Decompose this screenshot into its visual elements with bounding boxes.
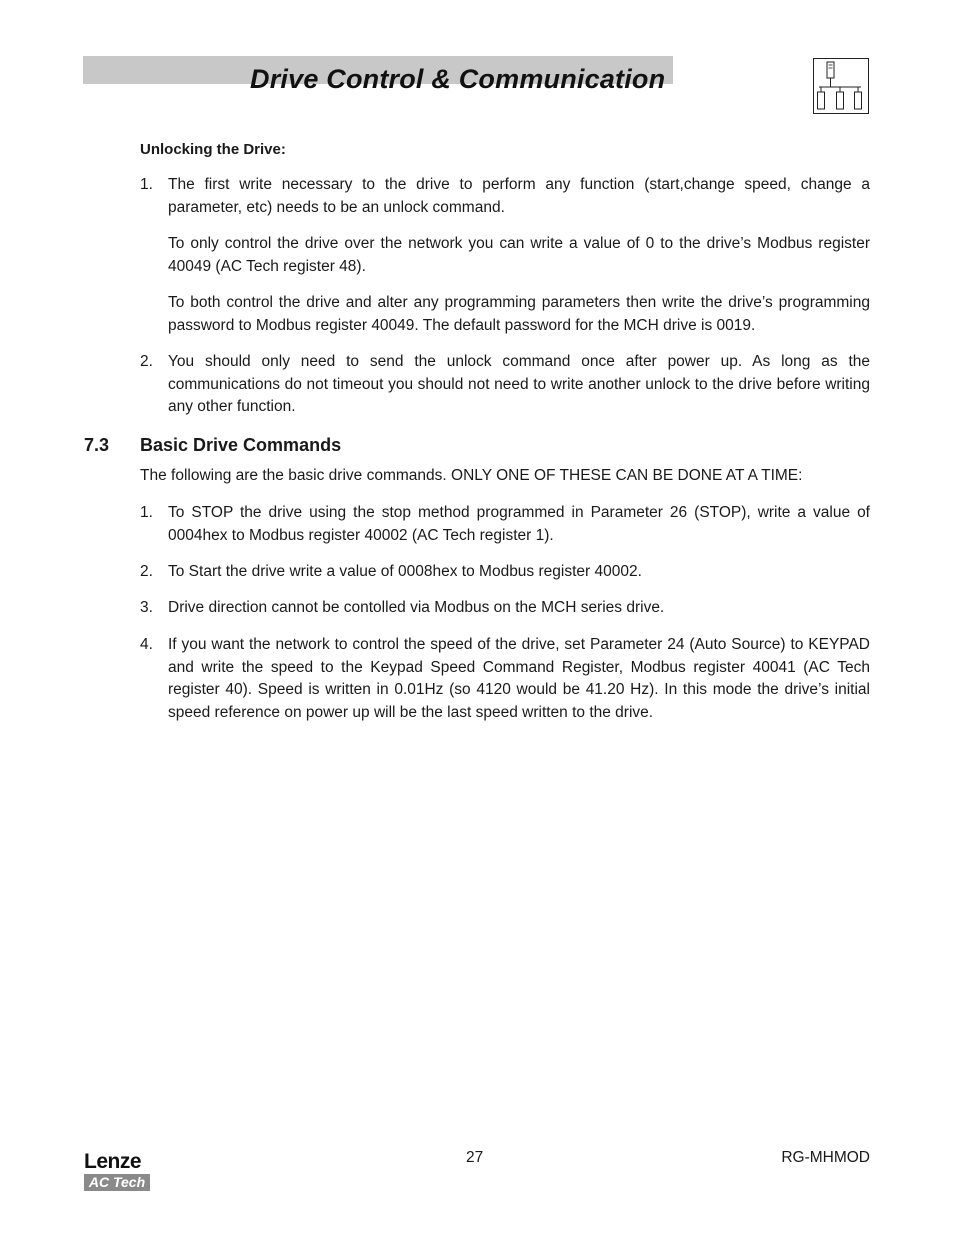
list-text: To Start the drive write a value of 0008hex to Modbus register 40002. [168,563,642,580]
section-number: 7.3 [84,435,110,455]
list-item [140,502,870,547]
lenze-logo [84,1151,152,1191]
paragraph: To both control the drive and alter any programming parameters then write the drive’s programming password to Modbus register 40049. The default password for the MCH drive is 0019. [168,294,870,334]
unlock-heading: Unlocking the Drive: [140,141,286,158]
network-topology-icon [813,58,869,114]
list-item [140,351,870,419]
page-number: 27 [466,1149,484,1166]
list-number: 3. [140,599,153,616]
list-number: 2. [140,353,153,370]
list-text: To STOP the drive using the stop method programmed in Parameter 26 (STOP), write a value of 0004hex to Modbus register 40002 (AC Tech register 1). [168,504,870,544]
list-text: The first write necessary to the drive to perform any function (start,change speed, change a parameter, etc) needs to be an unlock command. [168,176,870,216]
list-text: Drive direction cannot be contolled via Modbus on the MCH series drive. [168,599,665,616]
logo-bottom: AC Tech [84,1174,150,1191]
list-number: 1. [140,504,153,521]
list-text: If you want the network to control the speed of the drive, set Parameter 24 (Auto Source) to KEYPAD and write the speed to the Keypad Speed Command Register, Modbus register 40041 (AC Tech register 40). Speed is written in 0.01Hz (so 4120 would be 41.20 Hz). In this mode the drive’s initial speed reference on power up will be the last speed written to the drive. [168,636,870,721]
list-item [140,174,870,219]
logo-top: Lenze [84,1150,142,1173]
list-item [140,634,870,724]
list-number: 1. [140,176,153,193]
list-text: You should only need to send the unlock command once after power up. As long as the communications do not timeout you should not need to write another unlock to the drive before writing any other function. [168,353,870,415]
document-code: RG-MHMOD [781,1149,870,1166]
list-number: 4. [140,636,153,653]
page-title: Drive Control & Communication [250,64,666,94]
section-intro: The following are the basic drive commands. ONLY ONE OF THESE CAN BE DONE AT A TIME: [140,467,803,484]
list-number: 2. [140,563,153,580]
list-item [140,561,870,584]
paragraph: To only control the drive over the network you can write a value of 0 to the drive’s Modbus register 40049 (AC Tech register 48). [168,235,870,275]
list-item [140,597,870,620]
section-title: Basic Drive Commands [140,435,342,455]
